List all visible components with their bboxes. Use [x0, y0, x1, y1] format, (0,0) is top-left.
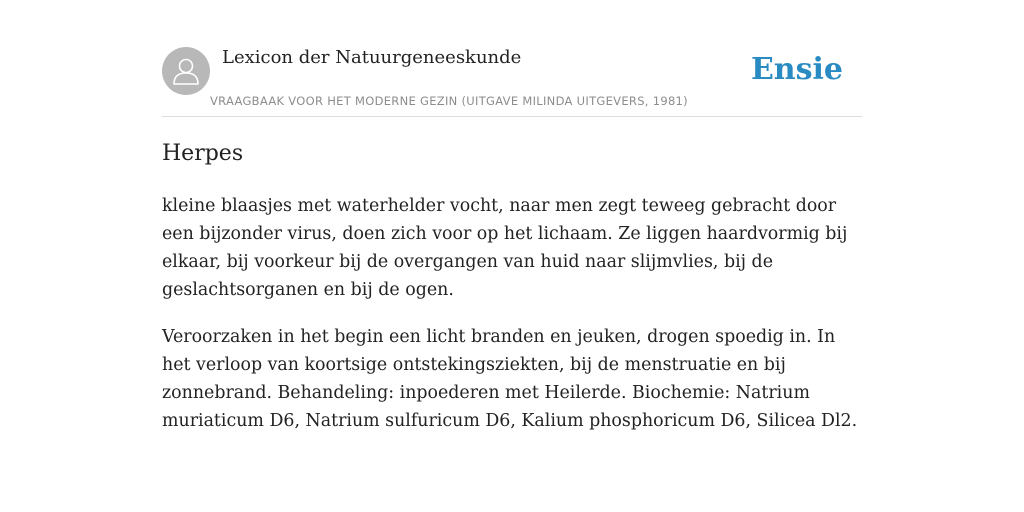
source-subtitle: VRAAGBAAK VOOR HET MODERNE GEZIN (UITGAVE MILINDA UITGEVERS, 1981): [210, 94, 688, 108]
brand-logo[interactable]: Ensie: [750, 52, 843, 87]
entry-paragraph: Veroorzaken in het begin een licht branden en jeuken, drogen spoedig in. In het verloop van koortsige ontstekingsziekten, bij de menstruatie en bij zonnebrand. Behandeling: inpoederen met Heilerde. Biochemie: Natrium muriaticum D6, Natrium sulfuricum D6, Kalium phosphoricum D6, Silicea Dl2.: [162, 327, 858, 431]
source-header: [162, 46, 862, 117]
entry-paragraph: kleine blaasjes met waterhelder vocht, naar men zegt teweeg gebracht door een bijzonder virus, doen zich voor op het lichaam. Ze liggen haardvormig bij elkaar, bij voorkeur bij de overgangen van huid naar slijmvlies, bij de geslachtsorganen en bij de ogen.: [162, 196, 848, 300]
user-icon[interactable]: [162, 47, 210, 95]
source-title[interactable]: Lexicon der Natuurgeneeskunde: [222, 47, 522, 68]
user-icon-graphic: [162, 47, 210, 95]
entry-title: Herpes: [162, 141, 244, 166]
